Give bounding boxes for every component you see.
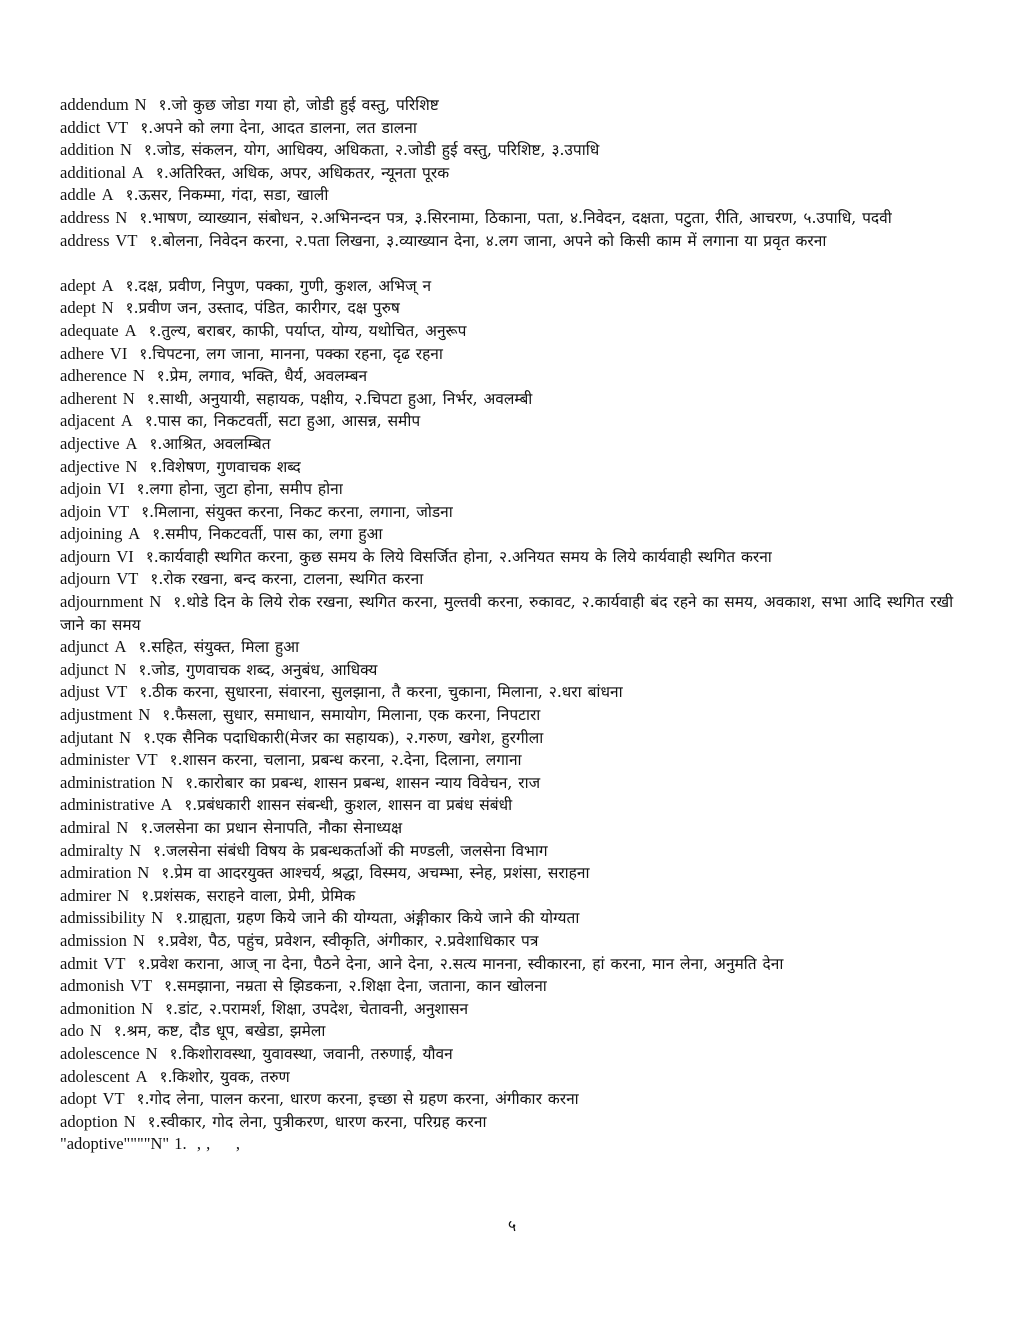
entry-part-of-speech: N — [145, 1043, 158, 1063]
page-number: ५ — [507, 1216, 517, 1235]
entry-definition: १.विशेषण, गुणवाचक शब्द — [149, 457, 301, 476]
entry-definition: १.जलसेना का प्रधान सेनापति, नौका सेनाध्यक्ष — [140, 819, 403, 837]
entry-definition: १.रोक रखना, बन्द करना, टालना, स्थगित करना — [150, 570, 424, 589]
entry-definition: १.आश्रित, अवलम्बित — [149, 434, 271, 453]
dictionary-entry — [60, 1020, 965, 1043]
entry-part-of-speech: VT — [130, 976, 153, 996]
entry-headword: admiration — [60, 863, 132, 883]
entry-part-of-speech: N — [120, 140, 132, 160]
dictionary-entry — [60, 907, 965, 930]
entry-headword: addendum — [60, 95, 129, 114]
entry-headword: admit — [60, 953, 98, 973]
dictionary-entry — [60, 1111, 965, 1134]
entry-headword: adjutant — [60, 727, 114, 747]
dictionary-entry — [60, 523, 965, 546]
entry-part-of-speech: A — [101, 275, 114, 295]
entry-part-of-speech: N — [132, 930, 145, 950]
dictionary-entry — [60, 275, 965, 298]
dictionary-entry — [60, 433, 965, 456]
entry-part-of-speech: N — [138, 705, 151, 725]
entry-part-of-speech: N — [125, 456, 138, 476]
dictionary-entry — [60, 94, 965, 117]
entry-headword: adjourn — [60, 546, 111, 566]
entry-part-of-speech: N — [116, 818, 129, 837]
dictionary-entry — [60, 817, 965, 840]
entry-definition: १.स्वीकार, गोद लेना, पुत्रीकरण, धारण करना, परिग्रह करना — [147, 1112, 487, 1131]
entry-part-of-speech: VT — [106, 117, 129, 137]
entry-part-of-speech: N — [134, 95, 147, 114]
entry-headword: adoption — [60, 1111, 118, 1131]
entry-headword: address — [60, 207, 110, 227]
dictionary-entry — [60, 388, 965, 411]
entry-definition: १.प्रवेश कराना, आज् ना देना, पैठने देना, आने देना, २.सत्य मानना, स्वीकारना, हां करना, मान लेना, अनुमति देना — [137, 954, 784, 973]
entry-definition: १.प्रेम वा आदरयुक्त आश्चर्य, श्रद्धा, विस्मय, अचम्भा, स्नेह, प्रशंसा, सराहना — [161, 864, 590, 883]
entry-definition: १.जोड, गुणवाचक शब्द, अनुबंध, आधिक्य — [138, 660, 378, 679]
entry-part-of-speech: A — [135, 1066, 148, 1086]
entry-headword: adept — [60, 298, 96, 318]
entry-definition: १.कार्यवाही स्थगित करना, कुछ समय के लिये विसर्जित होना, २.अनियत समय के लिये कार्यवाही स्थगित करना — [145, 547, 772, 566]
entry-part-of-speech: N — [132, 366, 145, 386]
dictionary-entry — [60, 230, 965, 253]
entry-list — [60, 94, 965, 1156]
entry-headword: adhere — [60, 343, 104, 363]
truncated-entry: "adoptive""""N" 1. , , , — [60, 1134, 241, 1154]
entry-part-of-speech: N — [117, 885, 130, 905]
dictionary-entry — [60, 320, 965, 343]
entry-part-of-speech: VI — [107, 479, 125, 499]
dictionary-entry — [60, 478, 965, 501]
entry-part-of-speech: VT — [103, 953, 126, 973]
dictionary-entry — [60, 1066, 965, 1089]
dictionary-entry — [60, 794, 965, 817]
entry-definition: १.बोलना, निवेदन करना, २.पता लिखना, ३.व्याख्यान देना, ४.लग जाना, अपने को किसी काम में लगाना या प्रवृत करना — [149, 231, 827, 250]
entry-definition: १.श्रम, कष्ट, दौड धूप, बखेडा, झमेला — [113, 1022, 326, 1041]
entry-part-of-speech: VT — [107, 501, 130, 521]
entry-definition: १.अतिरिक्त, अधिक, अपर, अधिकतर, न्यूनता पूरक — [155, 163, 450, 182]
entry-headword: administer — [60, 750, 130, 770]
entry-headword: admiral — [60, 818, 111, 837]
entry-definition: १.जोड, संकलन, योग, आधिक्य, अधिकता, २.जोडी हुई वस्तु, परिशिष्ट, ३.उपाधि — [143, 141, 600, 160]
dictionary-entry — [60, 1088, 965, 1111]
entry-definition: १.कारोबार का प्रबन्ध, शासन प्रबन्ध, शासन न्याय विवेचन, राज — [185, 773, 541, 792]
entry-part-of-speech: N — [141, 998, 154, 1018]
entry-part-of-speech: N — [89, 1021, 102, 1041]
dictionary-entry — [60, 568, 965, 591]
entry-definition: १.मिलाना, संयुक्त करना, निकट करना, लगाना, जोडना — [141, 502, 453, 521]
entry-part-of-speech: N — [151, 908, 164, 928]
dictionary-entry — [60, 1043, 965, 1066]
entry-part-of-speech: N — [114, 659, 127, 679]
entry-headword: adjustment — [60, 705, 133, 725]
entry-definition: १.पास का, निकटवर्ती, सटा हुआ, आसन्न, समीप — [144, 412, 421, 431]
entry-headword: adjunct — [60, 637, 109, 657]
entry-headword: ado — [60, 1021, 84, 1041]
entry-definition: १.फैसला, सुधार, समाधान, समायोग, मिलाना, एक करना, निपटारा — [162, 706, 541, 725]
entry-headword: adequate — [60, 320, 119, 340]
section-gap — [60, 252, 965, 275]
dictionary-entry — [60, 636, 965, 659]
entry-headword: admiralty — [60, 840, 124, 860]
entry-definition: १.दक्ष, प्रवीण, निपुण, पक्का, गुणी, कुशल, अभिज् न — [125, 276, 432, 295]
entry-definition: १.प्रवेश, पैठ, पहुंच, प्रवेशन, स्वीकृति, अंगीकार, २.प्रवेशाधिकार पत्र — [156, 931, 539, 950]
entry-headword: adjust — [60, 682, 100, 702]
dictionary-entry — [60, 139, 965, 162]
entry-definition: १.चिपटना, लग जाना, मानना, पक्का रहना, दृढ रहना — [139, 344, 443, 363]
entry-definition: १.डांट, २.परामर्श, शिक्षा, उपदेश, चेतावनी, अनुशासन — [164, 999, 469, 1018]
entry-headword: admonish — [60, 976, 125, 996]
entry-headword: admonition — [60, 998, 136, 1018]
entry-definition: १.प्रेम, लगाव, भक्ति, धैर्य, अवलम्बन — [156, 367, 368, 386]
entry-headword: adjoin — [60, 479, 102, 499]
entry-definition: १.जलसेना संबंधी विषय के प्रबन्धकर्ताओं की मण्डली, जलसेना विभाग — [153, 841, 548, 860]
entry-definition: १.थोडे दिन के लिये रोक रखना, स्थगित करना, मुल्तवी करना, रुकावट, २.कार्यवाही बंद रहने का समय, अवकाश, सभा आदि स्थगित रखी जाने का समय — [60, 593, 954, 634]
entry-part-of-speech: A — [125, 433, 138, 453]
entry-headword: adjunct — [60, 659, 109, 679]
dictionary-entry — [60, 704, 965, 727]
dictionary-entry — [60, 184, 965, 207]
entry-headword: adherent — [60, 388, 117, 408]
entry-headword: adjourn — [60, 569, 111, 589]
entry-definition: १.प्रबंधकारी शासन संबन्धी, कुशल, शासन वा प्रबंध संबंधी — [184, 796, 513, 815]
dictionary-entry — [60, 297, 965, 320]
dictionary-entry — [60, 681, 965, 704]
entry-part-of-speech: N — [129, 840, 142, 860]
entry-part-of-speech: VT — [115, 230, 138, 250]
dictionary-entry — [60, 343, 965, 366]
entry-definition: १.ऊसर, निकम्मा, गंदा, सडा, खाली — [125, 186, 329, 205]
entry-headword: adjoin — [60, 501, 102, 521]
entry-part-of-speech: N — [149, 592, 162, 612]
dictionary-entry — [60, 840, 965, 863]
entry-definition: १.एक सैनिक पदाधिकारी(मेजर का सहायक), २.गरुण, खगेश, हुरगीला — [142, 728, 544, 747]
entry-headword: adherence — [60, 366, 127, 386]
dictionary-entry — [60, 727, 965, 750]
entry-headword: adopt — [60, 1089, 97, 1109]
entry-part-of-speech: A — [120, 411, 133, 431]
dictionary-entry — [60, 591, 965, 636]
dictionary-entry — [60, 207, 965, 230]
entry-part-of-speech: A — [131, 162, 144, 182]
entry-definition: १.समीप, निकटवर्ती, पास का, लगा हुआ — [152, 525, 383, 544]
dictionary-entry — [60, 501, 965, 524]
entry-headword: adolescent — [60, 1066, 130, 1086]
dictionary-entry — [60, 410, 965, 433]
entry-headword: addition — [60, 140, 115, 160]
entry-headword: admission — [60, 930, 127, 950]
entry-definition: १.किशोर, युवक, तरुण — [159, 1067, 290, 1086]
entry-part-of-speech: VT — [102, 1089, 125, 1109]
entry-definition: १.ठीक करना, सुधारना, संवारना, सुलझाना, तै करना, चुकाना, मिलाना, २.धरा बांधना — [139, 683, 623, 702]
entry-part-of-speech: VI — [109, 343, 128, 363]
dictionary-entry — [60, 546, 965, 569]
entry-part-of-speech: N — [101, 298, 114, 318]
entry-part-of-speech: VT — [105, 682, 128, 702]
entry-headword: administration — [60, 772, 156, 792]
entry-headword: adjacent — [60, 411, 115, 431]
entry-definition: १.जो कुछ जोडा गया हो, जोडी हुई वस्तु, परिशिष्ट — [158, 96, 439, 114]
entry-part-of-speech: A — [160, 795, 173, 815]
entry-part-of-speech: N — [115, 207, 128, 227]
entry-headword: adjective — [60, 433, 120, 453]
entry-part-of-speech: N — [137, 863, 150, 883]
entry-part-of-speech: N — [122, 388, 135, 408]
dictionary-entry — [60, 998, 965, 1021]
dictionary-entry — [60, 885, 965, 908]
dictionary-entry — [60, 456, 965, 479]
entry-part-of-speech: VI — [116, 546, 134, 566]
entry-headword: addle — [60, 185, 96, 205]
entry-headword: administrative — [60, 795, 155, 815]
dictionary-entry — [60, 162, 965, 185]
entry-headword: additional — [60, 162, 126, 182]
entry-headword: adjournment — [60, 592, 144, 612]
entry-definition: १.शासन करना, चलाना, प्रबन्ध करना, २.देना, दिलाना, लगाना — [169, 751, 522, 770]
entry-headword: adept — [60, 275, 96, 295]
dictionary-entry — [60, 659, 965, 682]
entry-part-of-speech: N — [123, 1111, 136, 1131]
entry-definition: १.साथी, अनुयायी, सहायक, पक्षीय, २.चिपटा हुआ, निर्भर, अवलम्बी — [146, 389, 533, 408]
entry-definition: १.गोद लेना, पालन करना, धारण करना, इच्छा से ग्रहण करना, अंगीकार करना — [136, 1090, 579, 1109]
dictionary-entry — [60, 117, 965, 140]
entry-headword: address — [60, 230, 110, 250]
entry-definition: १.समझाना, नम्रता से झिडकना, २.शिक्षा देना, जताना, कान खोलना — [164, 977, 547, 996]
entry-part-of-speech: N — [161, 772, 174, 792]
entry-definition: १.अपने को लगा देना, आदत डालना, लत डालना — [140, 118, 417, 137]
dictionary-entry — [60, 365, 965, 388]
entry-part-of-speech: A — [124, 320, 137, 340]
entry-headword: adjoining — [60, 524, 123, 544]
entry-part-of-speech: VT — [116, 569, 139, 589]
dictionary-entry — [60, 930, 965, 953]
entry-definition: १.प्रवीण जन, उस्ताद, पंडित, कारीगर, दक्ष पुरुष — [125, 299, 400, 318]
entry-headword: adjective — [60, 456, 120, 476]
entry-part-of-speech: A — [114, 637, 127, 657]
entry-definition: १.किशोरावस्था, युवावस्था, जवानी, तरुणाई, यौवन — [169, 1044, 453, 1063]
entry-headword: admirer — [60, 885, 112, 905]
entry-definition: १.ग्राह्यता, ग्रहण किये जाने की योग्यता, अंङ्गीकार किये जाने की योग्यता — [175, 909, 580, 928]
entry-part-of-speech: A — [128, 524, 141, 544]
dictionary-entry — [60, 749, 965, 772]
entry-definition: १.भाषण, व्याख्यान, संबोधन, २.अभिनन्दन पत्र, ३.सिरनामा, ठिकाना, पता, ४.निवेदन, दक्षता, पटुता, रीति, आचरण, ५.उपाधि, पदवी — [139, 208, 892, 227]
entry-part-of-speech: N — [119, 727, 132, 747]
entry-headword: addict — [60, 117, 101, 137]
entry-definition: १.तुल्य, बराबर, काफी, पर्याप्त, योग्य, यथोचित, अनुरूप — [148, 321, 467, 340]
entry-part-of-speech: A — [101, 185, 114, 205]
dictionary-entry — [60, 772, 965, 795]
dictionary-entry — [60, 862, 965, 885]
entry-headword: adolescence — [60, 1043, 140, 1063]
entry-headword: admissibility — [60, 908, 146, 928]
entry-definition: १.लगा होना, जुटा होना, समीप होना — [136, 480, 343, 499]
dictionary-entry — [60, 975, 965, 998]
entry-definition: १.प्रशंसक, सराहने वाला, प्रेमी, प्रेमिक — [141, 886, 356, 905]
entry-definition: १.सहित, संयुक्त, मिला हुआ — [138, 638, 300, 657]
dictionary-entry — [60, 953, 965, 976]
entry-part-of-speech: VT — [135, 750, 158, 770]
